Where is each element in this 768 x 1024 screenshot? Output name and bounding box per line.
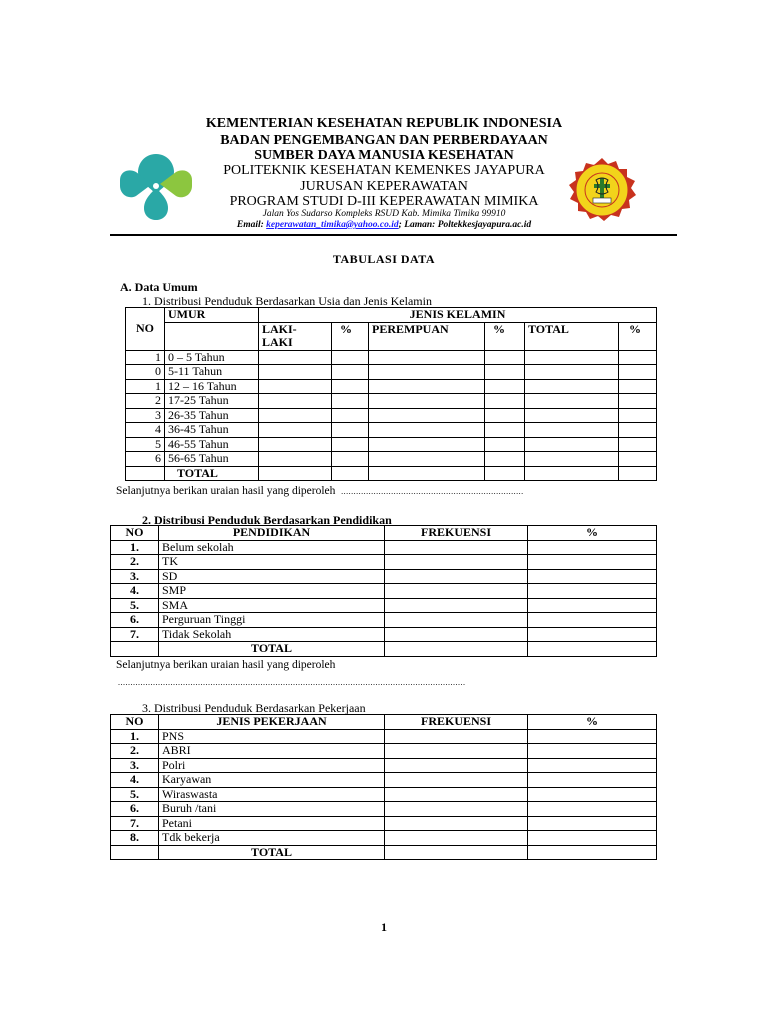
table-occupation (110, 714, 657, 860)
header-agency-2: SUMBER DAYA MANUSIA KESEHATAN (254, 148, 514, 163)
header-address: Jalan Yos Sudarso Kompleks RSUD Kab. Mimika Timika 99910 (262, 209, 506, 219)
section-a-heading: A. Data Umum (120, 280, 198, 294)
row-label: Buruh /tani (159, 802, 385, 817)
table-age-gender (125, 307, 657, 481)
empty-cell (332, 437, 369, 452)
empty-cell (369, 423, 485, 438)
table-row (111, 831, 657, 846)
table-row (111, 555, 657, 570)
empty-cell (619, 365, 657, 380)
empty-cell (332, 379, 369, 394)
empty-cell (525, 394, 619, 409)
empty-cell (259, 408, 332, 423)
table-row (126, 379, 657, 394)
empty-cell (485, 350, 525, 365)
empty-cell (385, 598, 528, 613)
empty-cell (259, 437, 332, 452)
table-row (111, 613, 657, 628)
empty-cell (528, 729, 657, 744)
empty-cell (525, 423, 619, 438)
row-label: Petani (159, 816, 385, 831)
empty-cell (385, 555, 528, 570)
t3-col-main-header: JENIS PEKERJAAN (159, 715, 385, 730)
table1-total-label: TOTAL (165, 466, 259, 481)
table2-note: Selanjutnya berikan uraian hasil yang diperoleh (116, 659, 336, 671)
table1-note: Selanjutnya berikan uraian hasil yang diperoleh ......................................................................... (116, 485, 524, 497)
table-row (111, 540, 657, 555)
row-label: Belum sekolah (159, 540, 385, 555)
empty-cell (332, 394, 369, 409)
row-label: SMP (159, 584, 385, 599)
col-umur-header: UMUR (165, 308, 259, 323)
empty-cell (259, 379, 332, 394)
row-number: 4 (126, 423, 165, 438)
empty-cell (528, 569, 657, 584)
empty-cell (385, 569, 528, 584)
empty-cell (369, 394, 485, 409)
empty-cell (385, 744, 528, 759)
umur-header-spacer (165, 322, 259, 350)
empty-cell (619, 350, 657, 365)
table-row (126, 350, 657, 365)
table-row (111, 744, 657, 759)
t3-col-pct-header: % (528, 715, 657, 730)
t2-col-main-header: PENDIDIKAN (159, 526, 385, 541)
empty-cell (619, 423, 657, 438)
table2-heading: 2. Distribusi Penduduk Berdasarkan Pendidikan (142, 513, 392, 527)
row-number: 1. (111, 729, 159, 744)
empty-cell (528, 613, 657, 628)
empty-cell (485, 365, 525, 380)
empty-cell (528, 555, 657, 570)
empty-cell (332, 350, 369, 365)
empty-cell (485, 379, 525, 394)
row-number: 3. (111, 569, 159, 584)
empty-cell (528, 773, 657, 788)
row-label: Tidak Sekolah (159, 627, 385, 642)
empty-cell (385, 584, 528, 599)
empty-cell (485, 437, 525, 452)
row-number: 5. (111, 787, 159, 802)
empty-cell (485, 452, 525, 467)
empty-cell (259, 394, 332, 409)
empty-cell (619, 408, 657, 423)
row-label: 0 – 5 Tahun (165, 350, 259, 365)
table3-total-label: TOTAL (159, 845, 385, 860)
row-label: Wiraswasta (159, 787, 385, 802)
row-number: 6. (111, 613, 159, 628)
row-number: 2. (111, 744, 159, 759)
page-title: TABULASI DATA (332, 252, 436, 266)
t3-col-freq-header: FREKUENSI (385, 715, 528, 730)
empty-cell (385, 831, 528, 846)
empty-cell (525, 350, 619, 365)
table-row (111, 787, 657, 802)
row-label: 12 – 16 Tahun (165, 379, 259, 394)
empty-cell (525, 452, 619, 467)
empty-cell (525, 365, 619, 380)
header-agency: BADAN PENGEMBANGAN DAN PERBERDAYAAN (220, 133, 548, 148)
empty-cell (528, 802, 657, 817)
t3-col-no-header: NO (111, 715, 159, 730)
row-label: 56-65 Tahun (165, 452, 259, 467)
row-label: SD (159, 569, 385, 584)
empty-cell (619, 394, 657, 409)
table-row (111, 729, 657, 744)
empty-cell (369, 379, 485, 394)
table-row (111, 816, 657, 831)
table3-heading: 3. Distribusi Penduduk Berdasarkan Pekerjaan (142, 701, 366, 715)
empty-cell (528, 787, 657, 802)
empty-cell (485, 423, 525, 438)
empty-cell (259, 365, 332, 380)
table-row (111, 569, 657, 584)
empty-cell (485, 394, 525, 409)
row-number: 5 (126, 437, 165, 452)
col-laki-header: LAKI- LAKI (259, 322, 332, 350)
row-label: PNS (159, 729, 385, 744)
table-row (126, 408, 657, 423)
row-number: 5. (111, 598, 159, 613)
table-row (111, 584, 657, 599)
table1-heading: 1. Distribusi Penduduk Berdasarkan Usia dan Jenis Kelamin (142, 294, 432, 308)
table-row (126, 452, 657, 467)
empty-cell (385, 627, 528, 642)
empty-cell (332, 452, 369, 467)
row-label: 46-55 Tahun (165, 437, 259, 452)
row-label: 36-45 Tahun (165, 423, 259, 438)
table-row (111, 773, 657, 788)
empty-cell (259, 350, 332, 365)
empty-cell (385, 816, 528, 831)
row-label: 26-35 Tahun (165, 408, 259, 423)
empty-cell (369, 350, 485, 365)
empty-cell (369, 452, 485, 467)
empty-cell (528, 540, 657, 555)
dotted-fill-line: ........................................................................................................................................... (118, 678, 466, 687)
empty-cell (332, 365, 369, 380)
empty-cell (528, 758, 657, 773)
row-number: 7. (111, 627, 159, 642)
row-number: 0 (126, 365, 165, 380)
table-row (111, 758, 657, 773)
table-row (126, 394, 657, 409)
empty-cell (528, 816, 657, 831)
row-number: 4. (111, 773, 159, 788)
row-label: 17-25 Tahun (165, 394, 259, 409)
row-number: 1. (111, 540, 159, 555)
dotted-fill-line: ......................................................................... (341, 487, 524, 496)
row-label: Polri (159, 758, 385, 773)
empty-cell (528, 584, 657, 599)
row-number: 4. (111, 584, 159, 599)
t2-col-pct-header: % (528, 526, 657, 541)
header-divider (110, 234, 677, 236)
col-pct-1-header: % (332, 322, 369, 350)
empty-cell (259, 423, 332, 438)
table-row (126, 437, 657, 452)
row-number: 6 (126, 452, 165, 467)
empty-cell (528, 831, 657, 846)
empty-cell (259, 452, 332, 467)
row-label: 5-11 Tahun (165, 365, 259, 380)
empty-cell (485, 408, 525, 423)
empty-cell (369, 437, 485, 452)
row-number: 3. (111, 758, 159, 773)
row-number: 2. (111, 555, 159, 570)
col-total-header: TOTAL (525, 322, 619, 350)
col-no-header: NO (126, 308, 165, 351)
t2-col-freq-header: FREKUENSI (385, 526, 528, 541)
empty-cell (369, 408, 485, 423)
col-jenis-kelamin-header: JENIS KELAMIN (259, 308, 657, 323)
row-label: Tdk bekerja (159, 831, 385, 846)
empty-cell (528, 627, 657, 642)
header-department: JURUSAN KEPERAWATAN (300, 179, 468, 194)
row-number: 3 (126, 408, 165, 423)
empty-cell (369, 365, 485, 380)
email-link[interactable]: keperawatan_timika@yahoo.co.id (266, 220, 399, 230)
col-perempuan-header: PEREMPUAN (369, 322, 485, 350)
row-number: 7. (111, 816, 159, 831)
header-contact: Email: keperawatan_timika@yahoo.co.id; Laman: Poltekkesjayapura.ac.id (236, 220, 532, 230)
empty-cell (619, 437, 657, 452)
header-institution: POLITEKNIK KESEHATAN KEMENKES JAYAPURA (223, 163, 545, 178)
row-label: TK (159, 555, 385, 570)
page-number: 1 (381, 920, 387, 934)
table-row (126, 423, 657, 438)
empty-cell (385, 787, 528, 802)
row-number: 6. (111, 802, 159, 817)
table-row (111, 627, 657, 642)
empty-cell (385, 758, 528, 773)
row-label: ABRI (159, 744, 385, 759)
empty-cell (528, 598, 657, 613)
header-program: PROGRAM STUDI D-III KEPERAWATAN MIMIKA (229, 194, 539, 209)
col-pct-3-header: % (619, 322, 657, 350)
row-label: Perguruan Tinggi (159, 613, 385, 628)
empty-cell (619, 452, 657, 467)
empty-cell (332, 423, 369, 438)
empty-cell (528, 744, 657, 759)
table2-total-label: TOTAL (159, 642, 385, 657)
empty-cell (525, 379, 619, 394)
empty-cell (385, 773, 528, 788)
table-education (110, 525, 657, 657)
empty-cell (385, 729, 528, 744)
row-number: 2 (126, 394, 165, 409)
t2-col-no-header: NO (111, 526, 159, 541)
empty-cell (332, 408, 369, 423)
row-number: 1 (126, 379, 165, 394)
empty-cell (525, 437, 619, 452)
empty-cell (385, 802, 528, 817)
row-label: Karyawan (159, 773, 385, 788)
website-text: Poltekkesjayapura.ac.id (437, 220, 532, 230)
header-ministry: KEMENTERIAN KESEHATAN REPUBLIK INDONESIA (205, 116, 563, 131)
row-label: SMA (159, 598, 385, 613)
col-pct-2-header: % (485, 322, 525, 350)
row-number: 1 (126, 350, 165, 365)
table-row (111, 802, 657, 817)
empty-cell (619, 379, 657, 394)
empty-cell (525, 408, 619, 423)
table-row (126, 365, 657, 380)
empty-cell (385, 613, 528, 628)
row-number: 8. (111, 831, 159, 846)
total-spacer (126, 466, 165, 481)
table-row (111, 598, 657, 613)
empty-cell (385, 540, 528, 555)
